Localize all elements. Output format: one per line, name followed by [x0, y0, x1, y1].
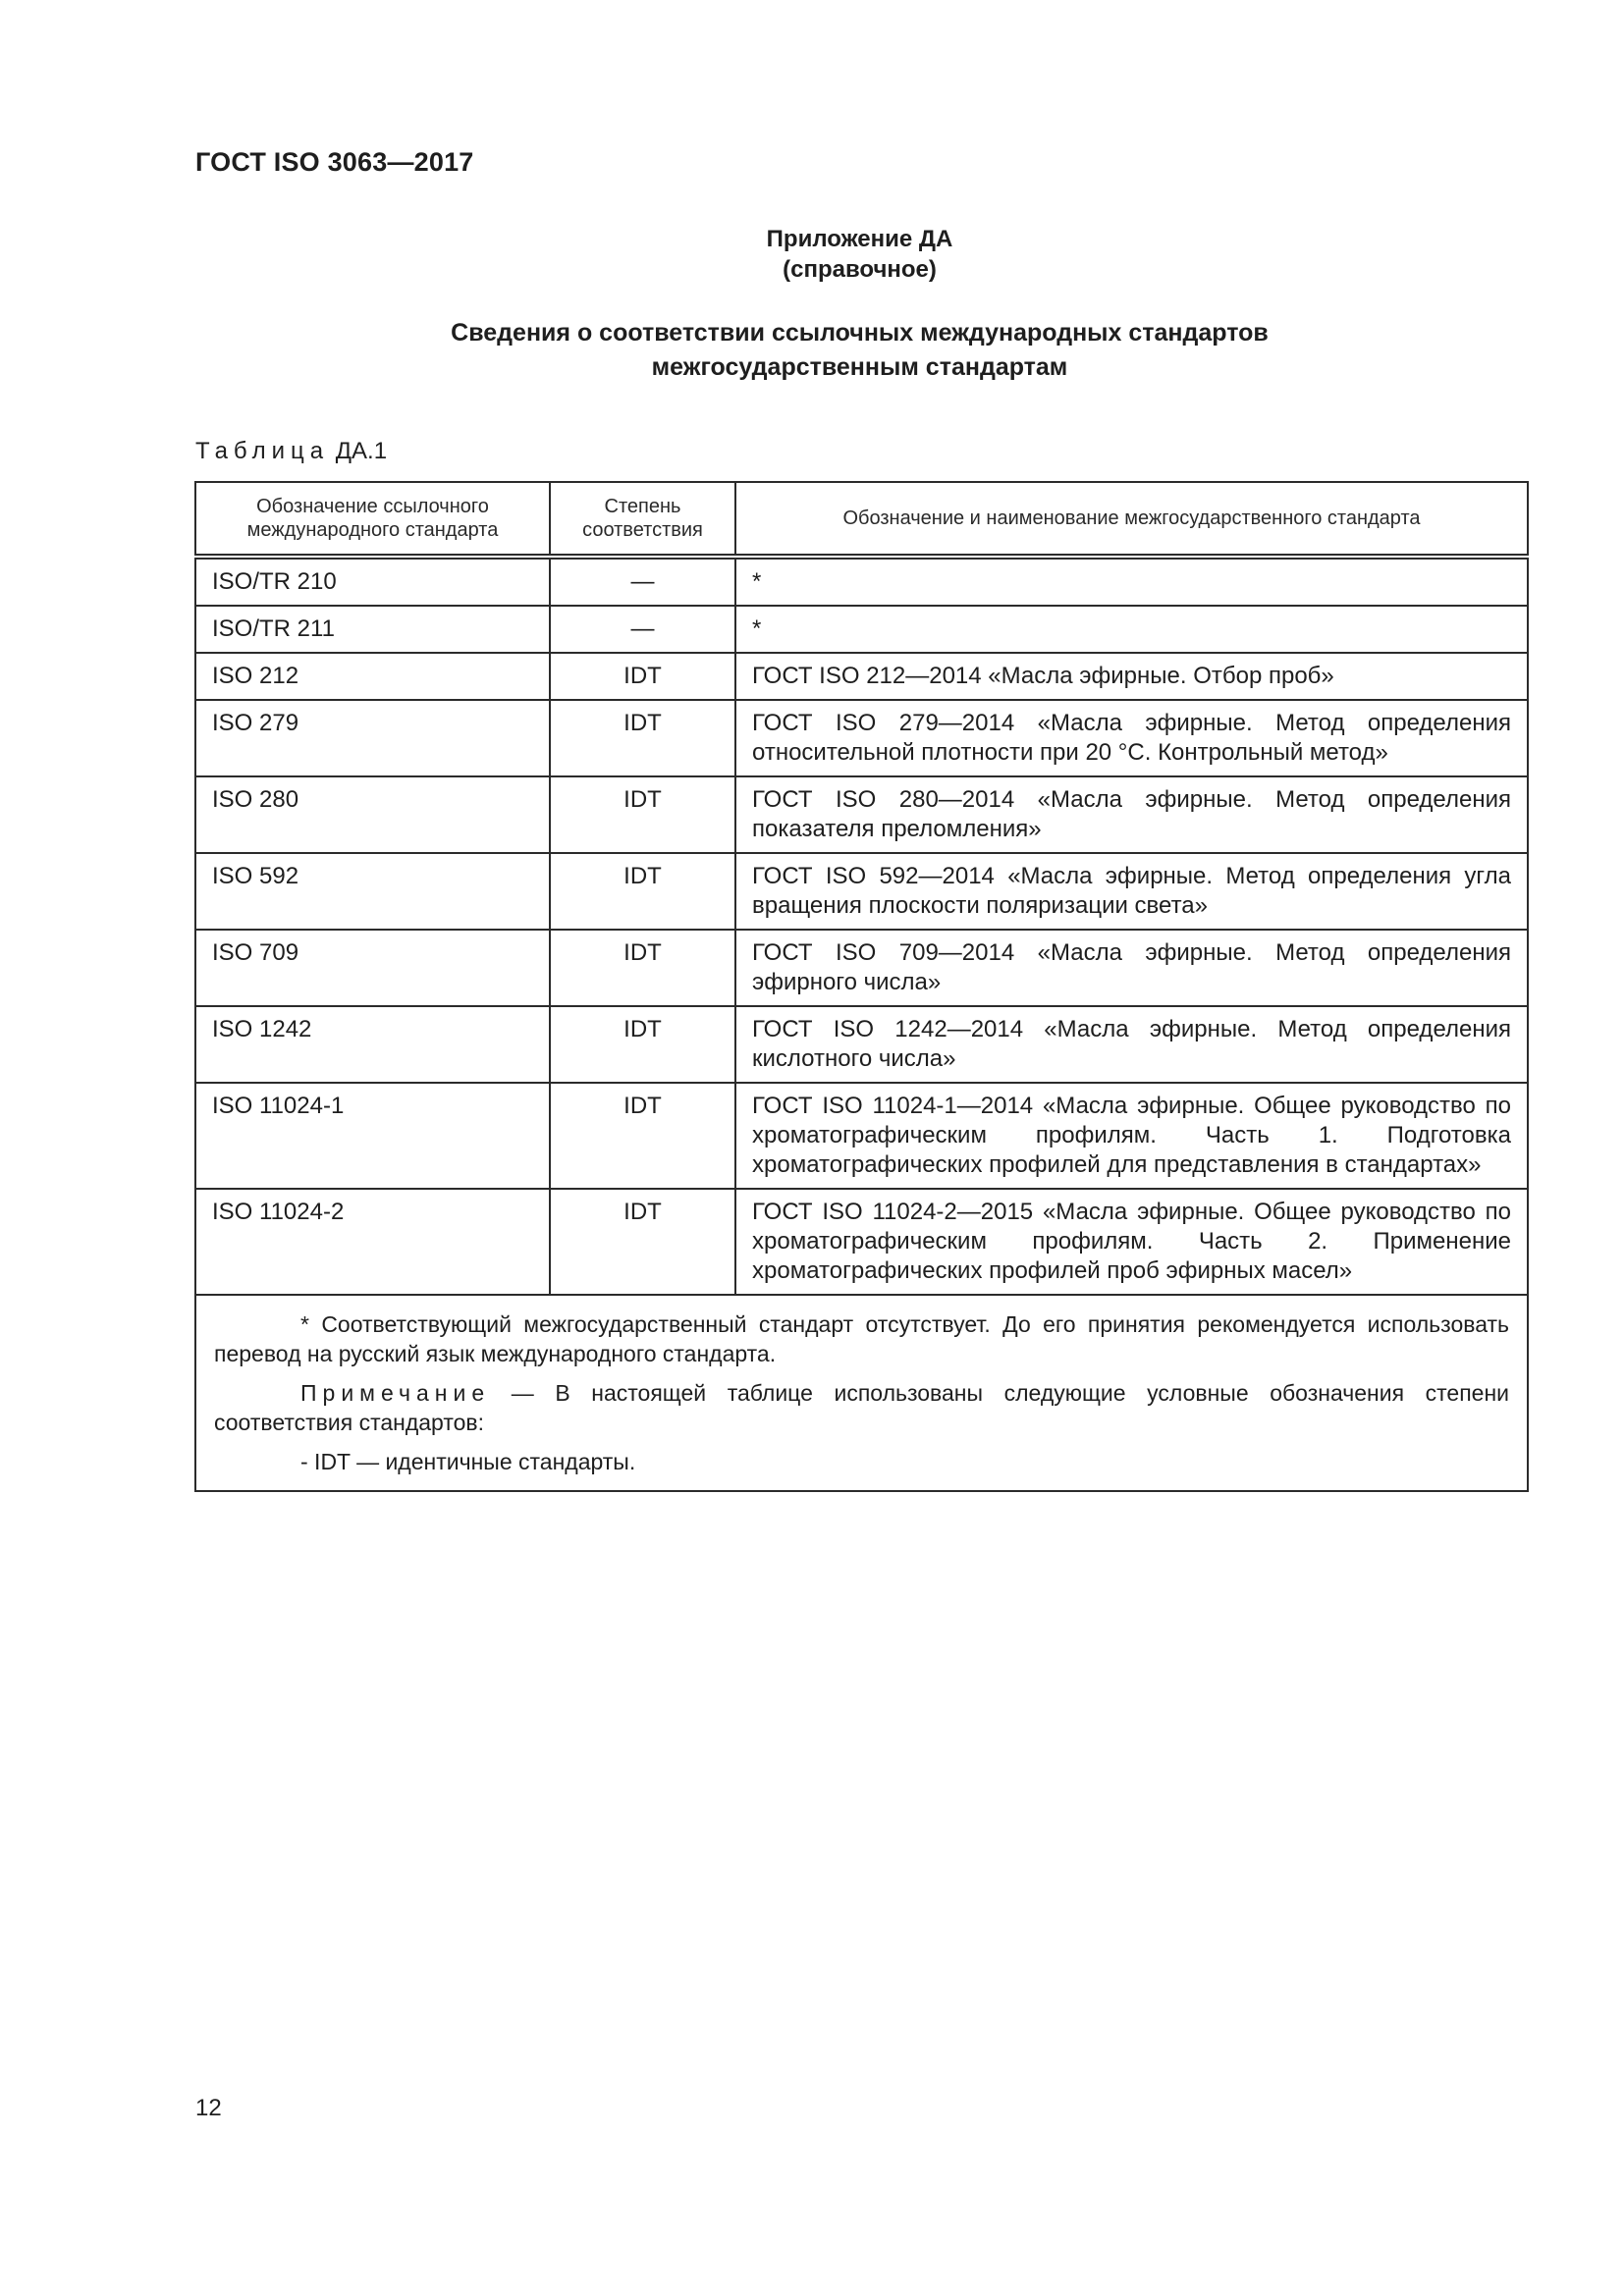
note-list-item: - IDT — идентичные стандарты.	[300, 1449, 636, 1474]
row-degree: IDT	[550, 653, 735, 700]
table-row	[195, 1083, 1528, 1189]
row-interstate-title: *	[735, 557, 1528, 606]
row-standard-code: ISO 1242	[195, 1006, 550, 1083]
note-label: Примечание	[300, 1380, 491, 1406]
row-interstate-title: *	[735, 606, 1528, 653]
correspondence-table	[194, 481, 1529, 1492]
row-degree: IDT	[550, 1189, 735, 1295]
row-standard-code: ISO 592	[195, 853, 550, 930]
row-standard-code: ISO/TR 210	[195, 557, 550, 606]
table-caption	[195, 438, 387, 465]
table-row	[195, 776, 1528, 853]
annex-title-block	[195, 224, 1524, 285]
table-row	[195, 930, 1528, 1006]
note-text: — В настоящей таблице использованы следующие условные обозначения степени соответствия стандартов:	[214, 1380, 1509, 1435]
row-standard-code: ISO 212	[195, 653, 550, 700]
table-row	[195, 1006, 1528, 1083]
table-footnote: * Соответствующий межгосударственный стандарт отсутствует. До его принятия рекомендуется использовать перевод на русский язык международного стандарта.	[214, 1311, 1509, 1366]
table-header-row	[195, 482, 1528, 557]
row-interstate-title: ГОСТ ISO 11024-1—2014 «Масла эфирные. Общее руководство по хроматографическим профилям. Часть 1. Подготовка хроматографических профилей для представления в стандартах»	[735, 1083, 1528, 1189]
table-row	[195, 653, 1528, 700]
header-degree-of-correspondence: Степень соответствия	[550, 482, 735, 557]
table-note	[214, 1378, 1509, 1437]
row-degree: IDT	[550, 700, 735, 776]
table-footnote-row	[195, 1295, 1528, 1491]
table-row	[195, 1189, 1528, 1295]
row-interstate-title: ГОСТ ISO 709—2014 «Масла эфирные. Метод определения эфирного числа»	[735, 930, 1528, 1006]
row-degree: IDT	[550, 853, 735, 930]
annex-subtitle: (справочное)	[783, 256, 937, 283]
row-standard-code: ISO/TR 211	[195, 606, 550, 653]
page-number: 12	[195, 2095, 222, 2121]
row-degree: —	[550, 557, 735, 606]
row-interstate-title: ГОСТ ISO 1242—2014 «Масла эфирные. Метод определения кислотного числа»	[735, 1006, 1528, 1083]
table-caption-number: ДА.1	[335, 438, 388, 464]
row-interstate-title: ГОСТ ISO 212—2014 «Масла эфирные. Отбор проб»	[735, 653, 1528, 700]
row-standard-code: ISO 709	[195, 930, 550, 1006]
row-interstate-title: ГОСТ ISO 592—2014 «Масла эфирные. Метод определения угла вращения плоскости поляризации света»	[735, 853, 1528, 930]
annex-heading	[195, 316, 1524, 385]
table-row	[195, 853, 1528, 930]
row-interstate-title: ГОСТ ISO 280—2014 «Масла эфирные. Метод определения показателя преломления»	[735, 776, 1528, 853]
annex-title: Приложение ДА	[766, 226, 953, 252]
row-degree: IDT	[550, 1083, 735, 1189]
row-degree: IDT	[550, 1006, 735, 1083]
row-standard-code: ISO 11024-2	[195, 1189, 550, 1295]
table-footnote-cell	[195, 1295, 1528, 1491]
table-row	[195, 700, 1528, 776]
table-row	[195, 557, 1528, 606]
header-interstate-standard: Обозначение и наименование межгосударственного стандарта	[735, 482, 1528, 557]
row-degree: IDT	[550, 930, 735, 1006]
annex-heading-line-2: межгосударственным стандартам	[651, 353, 1068, 381]
row-degree: —	[550, 606, 735, 653]
row-standard-code: ISO 280	[195, 776, 550, 853]
row-standard-code: ISO 279	[195, 700, 550, 776]
row-interstate-title: ГОСТ ISO 11024-2—2015 «Масла эфирные. Общее руководство по хроматографическим профилям. Часть 2. Применение хроматографических профилей проб эфирных масел»	[735, 1189, 1528, 1295]
row-degree: IDT	[550, 776, 735, 853]
table-row	[195, 606, 1528, 653]
row-standard-code: ISO 11024-1	[195, 1083, 550, 1189]
annex-heading-line-1: Сведения о соответствии ссылочных международных стандартов	[451, 319, 1269, 347]
document-code-header: ГОСТ ISO 3063—2017	[195, 147, 474, 177]
header-international-standard: Обозначение ссылочного международного стандарта	[195, 482, 550, 557]
table-caption-word: Таблица	[195, 438, 330, 464]
row-interstate-title: ГОСТ ISO 279—2014 «Масла эфирные. Метод определения относительной плотности при 20 °С. Контрольный метод»	[735, 700, 1528, 776]
